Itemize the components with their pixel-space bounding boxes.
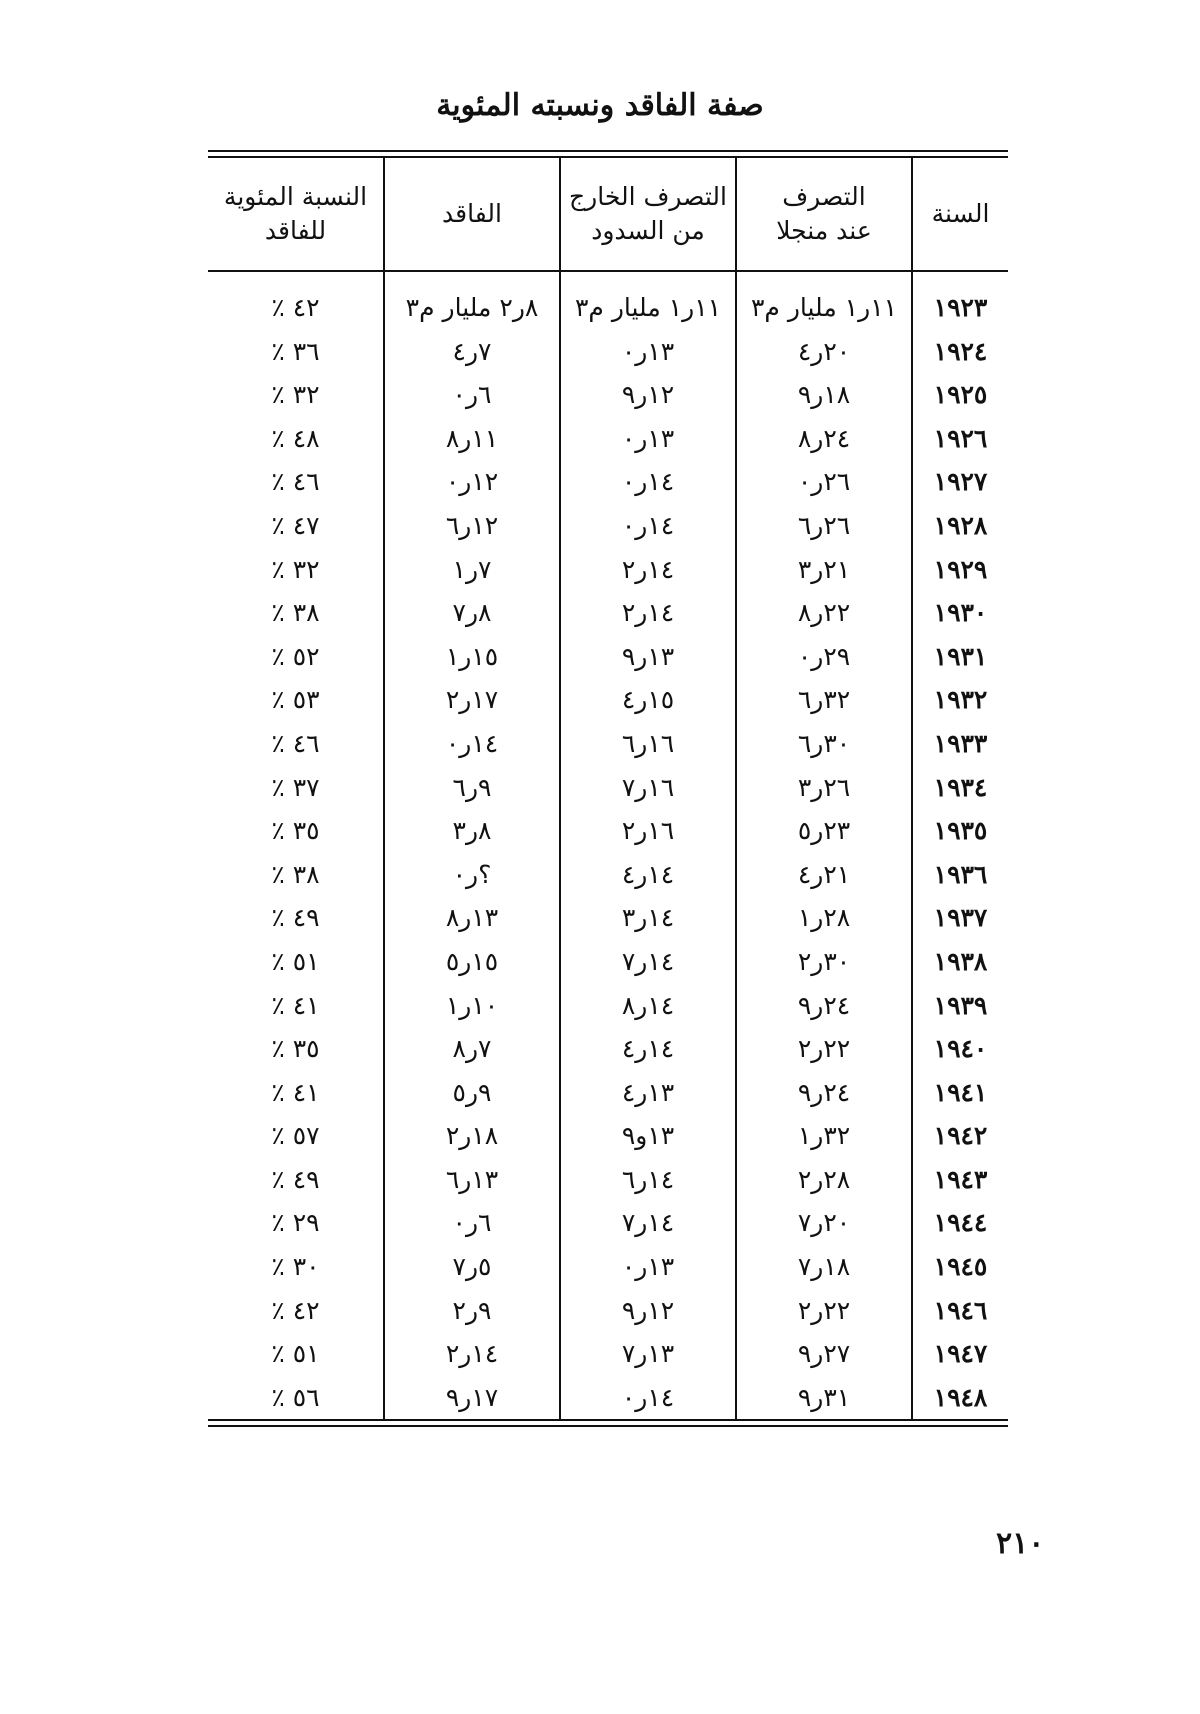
table-row [208, 1332, 1008, 1376]
cell-loss: ١٤ر٠ [384, 722, 560, 766]
table-row [208, 460, 1008, 504]
cell-discharge-outflow: ١٤ر٦ [560, 1158, 736, 1202]
cell-loss: ٩ر٥ [384, 1071, 560, 1115]
cell-loss-pct: ٥٦ ٪ [271, 1382, 320, 1412]
loss-table [208, 158, 1008, 1419]
header-discharge-outflow-line2: من السدود [591, 216, 705, 245]
cell-loss-pct: ٣٧ ٪ [271, 772, 320, 802]
cell-year: ١٩٣٦ [912, 853, 1008, 897]
cell-discharge-outflow: ١٣ر٧ [560, 1332, 736, 1376]
cell-loss-pct: ٥١ ٪ [271, 946, 320, 976]
cell-year: ١٩٣٨ [912, 940, 1008, 984]
cell-discharge-outflow: ١٣و٩ [560, 1114, 736, 1158]
header-discharge-mangala [736, 158, 912, 271]
cell-discharge-outflow: ١٦ر٢ [560, 809, 736, 853]
cell-loss: ١٥ر١ [384, 635, 560, 679]
cell-loss: ١٠ر١ [384, 984, 560, 1028]
cell-year: ١٩٤٦ [912, 1289, 1008, 1333]
cell-loss-pct: ٣٨ ٪ [271, 598, 320, 628]
cell-discharge-mangala: ٢١ر٤ [736, 853, 912, 897]
table-row [208, 271, 1008, 330]
table-row [208, 1376, 1008, 1420]
cell-discharge-outflow: ١٢ر٩ [560, 373, 736, 417]
cell-loss-pct: ٤٦ ٪ [271, 467, 320, 497]
header-discharge-outflow-line1: التصرف الخارج [569, 182, 727, 211]
table-row [208, 1289, 1008, 1333]
header-discharge-outflow [560, 158, 736, 271]
cell-year: ١٩٢٩ [912, 548, 1008, 592]
page-number: ٢١٠ [996, 1526, 1045, 1561]
cell-discharge-mangala: ٢١ر٣ [736, 548, 912, 592]
cell-discharge-outflow: ١٦ر٧ [560, 766, 736, 810]
header-year [912, 158, 1008, 271]
cell-loss-pct: ٤٩ ٪ [271, 1164, 320, 1194]
cell-loss: ١٥ر٥ [384, 940, 560, 984]
header-loss-pct-line1: النسبة المئوية [223, 182, 368, 211]
cell-loss-pct: ٥٢ ٪ [271, 641, 320, 671]
cell-discharge-mangala: ٢٧ر٩ [736, 1332, 912, 1376]
table-row [208, 766, 1008, 810]
cell-loss: ٧ر١ [384, 548, 560, 592]
cell-year: ١٩٢٥ [912, 373, 1008, 417]
cell-discharge-outflow: ١٣ر٤ [560, 1071, 736, 1115]
cell-loss: ١٢ر٠ [384, 460, 560, 504]
cell-year: ١٩٤٠ [912, 1027, 1008, 1071]
cell-loss-pct: ٥٣ ٪ [271, 685, 320, 715]
cell-year: ١٩٣٥ [912, 809, 1008, 853]
table-row [208, 591, 1008, 635]
cell-loss: ٩ر٢ [384, 1289, 560, 1333]
cell-loss: ٧ر٨ [384, 1027, 560, 1071]
cell-discharge-mangala: ١٨ر٩ [736, 373, 912, 417]
cell-loss-pct: ٥٧ ٪ [271, 1121, 320, 1151]
cell-loss: ١٧ر٩ [384, 1376, 560, 1420]
table-row [208, 1245, 1008, 1289]
cell-loss-pct: ٤٧ ٪ [271, 510, 320, 540]
table-row [208, 330, 1008, 374]
cell-loss-pct: ٥١ ٪ [271, 1339, 320, 1369]
cell-loss: ١١ر٨ [384, 417, 560, 461]
cell-year: ١٩٢٣ [912, 271, 1008, 330]
cell-year: ١٩٣٩ [912, 984, 1008, 1028]
cell-loss: ٦ر٠ [384, 373, 560, 417]
header-loss-pct [208, 158, 384, 271]
cell-discharge-mangala: ٢٦ر٦ [736, 504, 912, 548]
cell-loss-pct: ٤٢ ٪ [271, 1295, 320, 1325]
cell-discharge-mangala: ٢٤ر٩ [736, 984, 912, 1028]
cell-year: ١٩٢٧ [912, 460, 1008, 504]
cell-loss-pct: ٣٥ ٪ [271, 1034, 320, 1064]
header-discharge-mangala-line2: عند منجلا [776, 216, 872, 245]
cell-discharge-mangala: ٢٣ر٥ [736, 809, 912, 853]
cell-discharge-outflow: ١٦ر٦ [560, 722, 736, 766]
cell-year: ١٩٤٣ [912, 1158, 1008, 1202]
table-row [208, 417, 1008, 461]
cell-year: ١٩٤٥ [912, 1245, 1008, 1289]
cell-discharge-mangala: ٣٢ر١ [736, 1114, 912, 1158]
cell-loss-pct: ٢٩ ٪ [271, 1208, 320, 1238]
table-row [208, 504, 1008, 548]
cell-discharge-mangala: ٢٤ر٨ [736, 417, 912, 461]
cell-discharge-mangala: ٣١ر٩ [736, 1376, 912, 1420]
cell-discharge-mangala: ٢٢ر٢ [736, 1289, 912, 1333]
table-row [208, 373, 1008, 417]
cell-discharge-mangala: ١١ر١ مليار م٣ [736, 271, 912, 330]
cell-loss: ٨ر٧ [384, 591, 560, 635]
table-row [208, 1027, 1008, 1071]
cell-loss-pct: ٣٢ ٪ [271, 380, 320, 410]
cell-loss-pct: ٣٥ ٪ [271, 816, 320, 846]
cell-year: ١٩٤٧ [912, 1332, 1008, 1376]
cell-discharge-outflow: ١٣ر٠ [560, 330, 736, 374]
cell-loss-pct: ٤١ ٪ [271, 990, 320, 1020]
cell-year: ١٩٣٢ [912, 678, 1008, 722]
cell-loss: ٩ر٦ [384, 766, 560, 810]
cell-discharge-outflow: ١٤ر٤ [560, 1027, 736, 1071]
table-body [208, 271, 1008, 1419]
cell-loss-pct: ٣٦ ٪ [271, 336, 320, 366]
cell-discharge-outflow: ١٤ر٨ [560, 984, 736, 1028]
cell-loss-pct: ٣٢ ٪ [271, 554, 320, 584]
cell-discharge-mangala: ٢٢ر٨ [736, 591, 912, 635]
cell-discharge-outflow: ١٤ر٤ [560, 853, 736, 897]
header-year-label: السنة [931, 199, 990, 228]
cell-year: ١٩٢٦ [912, 417, 1008, 461]
cell-discharge-mangala: ٢٦ر٣ [736, 766, 912, 810]
table-row [208, 722, 1008, 766]
cell-discharge-outflow: ١٥ر٤ [560, 678, 736, 722]
cell-loss: ١٣ر٦ [384, 1158, 560, 1202]
page-title: صفة الفاقد ونسبته المئوية [436, 88, 764, 123]
cell-loss: ١٢ر٦ [384, 504, 560, 548]
header-loss-label: الفاقد [442, 199, 502, 228]
table-row [208, 1071, 1008, 1115]
cell-discharge-outflow: ١١ر١ مليار م٣ [560, 271, 736, 330]
cell-year: ١٩٤٨ [912, 1376, 1008, 1420]
table-row [208, 635, 1008, 679]
cell-loss: ؟ر٠ [384, 853, 560, 897]
cell-discharge-mangala: ١٨ر٧ [736, 1245, 912, 1289]
top-double-rule [208, 150, 1008, 158]
cell-discharge-mangala: ٢٤ر٩ [736, 1071, 912, 1115]
table-row [208, 1201, 1008, 1245]
cell-discharge-mangala: ٢٨ر٢ [736, 1158, 912, 1202]
cell-loss: ٧ر٤ [384, 330, 560, 374]
cell-discharge-outflow: ١٤ر٢ [560, 591, 736, 635]
cell-loss-pct: ٤٢ ٪ [271, 293, 320, 322]
cell-year: ١٩٤١ [912, 1071, 1008, 1115]
table-row [208, 548, 1008, 592]
cell-year: ١٩٣٣ [912, 722, 1008, 766]
cell-loss: ٨ر٣ [384, 809, 560, 853]
cell-discharge-mangala: ٢٩ر٠ [736, 635, 912, 679]
cell-year: ١٩٤٢ [912, 1114, 1008, 1158]
table-row [208, 984, 1008, 1028]
cell-discharge-mangala: ٢٨ر١ [736, 896, 912, 940]
cell-loss-pct: ٤١ ٪ [271, 1077, 320, 1107]
cell-discharge-mangala: ٣٠ر٢ [736, 940, 912, 984]
cell-loss-pct: ٤٦ ٪ [271, 728, 320, 758]
cell-loss: ١٨ر٢ [384, 1114, 560, 1158]
cell-discharge-outflow: ١٤ر٠ [560, 1376, 736, 1420]
cell-discharge-mangala: ٣٠ر٦ [736, 722, 912, 766]
cell-year: ١٩٤٤ [912, 1201, 1008, 1245]
cell-year: ١٩٢٨ [912, 504, 1008, 548]
header-loss [384, 158, 560, 271]
cell-year: ١٩٣٤ [912, 766, 1008, 810]
cell-loss: ١٣ر٨ [384, 896, 560, 940]
table-row [208, 1158, 1008, 1202]
cell-discharge-mangala: ٢٢ر٢ [736, 1027, 912, 1071]
cell-discharge-mangala: ٢٠ر٧ [736, 1201, 912, 1245]
cell-year: ١٩٣١ [912, 635, 1008, 679]
cell-discharge-outflow: ١٤ر٧ [560, 1201, 736, 1245]
cell-year: ١٩٣٠ [912, 591, 1008, 635]
table-row [208, 896, 1008, 940]
cell-loss: ١٧ر٢ [384, 678, 560, 722]
table-row [208, 678, 1008, 722]
cell-discharge-outflow: ١٣ر٩ [560, 635, 736, 679]
table-row [208, 809, 1008, 853]
cell-discharge-outflow: ١٤ر٠ [560, 460, 736, 504]
cell-loss: ١٤ر٢ [384, 1332, 560, 1376]
cell-loss: ٨ر٢ مليار م٣ [384, 271, 560, 330]
loss-table-container [208, 150, 1008, 1427]
table-row [208, 940, 1008, 984]
cell-discharge-outflow: ١٤ر٣ [560, 896, 736, 940]
cell-discharge-outflow: ١٤ر٠ [560, 504, 736, 548]
header-discharge-mangala-line1: التصرف [782, 182, 866, 211]
cell-loss: ٦ر٠ [384, 1201, 560, 1245]
cell-loss-pct: ٣٨ ٪ [271, 859, 320, 889]
bottom-double-rule [208, 1419, 1008, 1427]
cell-loss-pct: ٤٩ ٪ [271, 903, 320, 933]
table-row [208, 1114, 1008, 1158]
cell-discharge-outflow: ١٣ر٠ [560, 1245, 736, 1289]
cell-loss: ٥ر٧ [384, 1245, 560, 1289]
cell-discharge-outflow: ١٣ر٠ [560, 417, 736, 461]
cell-discharge-mangala: ٢٠ر٤ [736, 330, 912, 374]
cell-year: ١٩٣٧ [912, 896, 1008, 940]
header-loss-pct-line2: للفاقد [264, 216, 327, 245]
cell-year: ١٩٢٤ [912, 330, 1008, 374]
cell-discharge-outflow: ١٤ر٢ [560, 548, 736, 592]
cell-discharge-outflow: ١٤ر٧ [560, 940, 736, 984]
table-header-row [208, 158, 1008, 271]
cell-loss-pct: ٣٠ ٪ [271, 1252, 320, 1282]
cell-discharge-mangala: ٣٢ر٦ [736, 678, 912, 722]
cell-loss-pct: ٤٨ ٪ [271, 423, 320, 453]
cell-discharge-outflow: ١٢ر٩ [560, 1289, 736, 1333]
cell-discharge-mangala: ٢٦ر٠ [736, 460, 912, 504]
table-row [208, 853, 1008, 897]
